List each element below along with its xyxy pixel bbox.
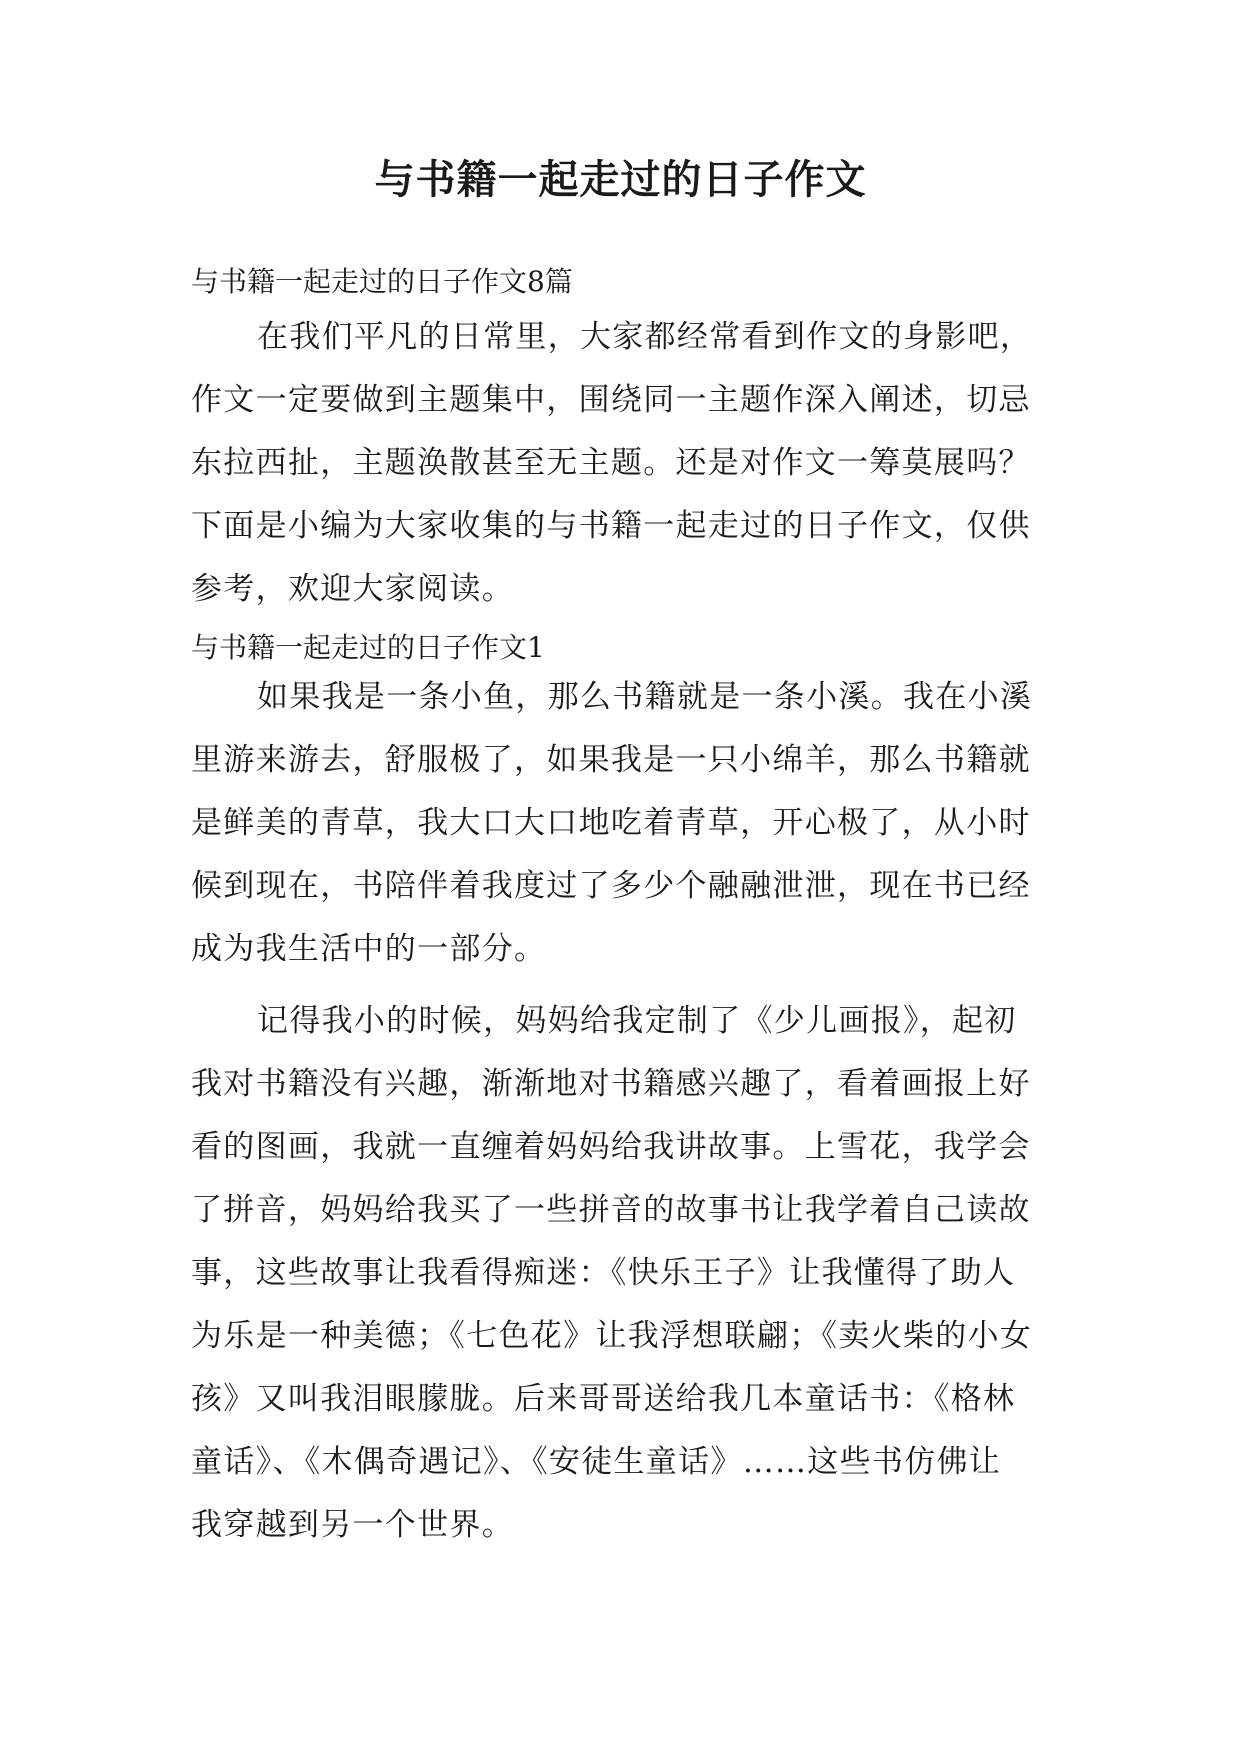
paragraph-line: 东拉西扯，主题涣散甚至无主题。还是对作文一筹莫展吗？ — [191, 445, 1031, 481]
paragraph-line: 作文一定要做到主题集中，围绕同一主题作深入阐述，切忌 — [191, 382, 1031, 418]
paragraph-line: 孩》又叫我泪眼朦胧。后来哥哥送给我几本童话书：《格林 — [191, 1381, 1016, 1417]
paragraph-line: 我穿越到另一个世界。 — [191, 1507, 514, 1543]
paragraph-line: 看的图画，我就一直缠着妈妈给我讲故事。上雪花，我学会 — [191, 1129, 1031, 1165]
essay-1-paragraph-2 — [191, 990, 1061, 1557]
paragraph-line: 在我们平凡的日常里，大家都经常看到作文的身影吧， — [257, 319, 1033, 355]
paragraph-line: 我对书籍没有兴趣，渐渐地对书籍感兴趣了，看着画报上好 — [191, 1066, 1031, 1102]
paragraph-line: 成为我生活中的一部分。 — [191, 931, 547, 967]
paragraph-line: 如果我是一条小鱼，那么书籍就是一条小溪。我在小溪 — [257, 679, 1033, 715]
paragraph-line: 是鲜美的青草，我大口大口地吃着青草，开心极了，从小时 — [191, 805, 1031, 841]
paragraph-line: 了拼音，妈妈给我买了一些拼音的故事书让我学着自己读故 — [191, 1192, 1031, 1228]
paragraph-line: 候到现在，书陪伴着我度过了多少个融融泄泄，现在书已经 — [191, 868, 1031, 904]
paragraph-line: 参考，欢迎大家阅读。 — [191, 571, 514, 607]
document-title: 与书籍一起走过的日子作文 — [374, 157, 867, 203]
intro-paragraph — [191, 306, 1061, 621]
paragraph-line: 事，这些故事让我看得痴迷：《快乐王子》让我懂得了助人 — [191, 1255, 1016, 1291]
intro-heading: 与书籍一起走过的日子作文8篇 — [191, 265, 573, 298]
essay-1-heading: 与书籍一起走过的日子作文1 — [191, 631, 545, 664]
paragraph-line: 为乐是一种美德；《七色花》让我浮想联翩；《卖火柴的小女 — [191, 1318, 1033, 1354]
paragraph-line: 里游来游去，舒服极了，如果我是一只小绵羊，那么书籍就 — [191, 742, 1031, 778]
paragraph-line: 童话》、《木偶奇遇记》、《安徒生童话》……这些书仿佛让 — [191, 1444, 1002, 1480]
essay-1-paragraph-1 — [191, 666, 1061, 981]
paragraph-line: 记得我小的时候，妈妈给我定制了《少儿画报》，起初 — [257, 1003, 1017, 1039]
paragraph-line: 下面是小编为大家收集的与书籍一起走过的日子作文，仅供 — [191, 508, 1031, 544]
